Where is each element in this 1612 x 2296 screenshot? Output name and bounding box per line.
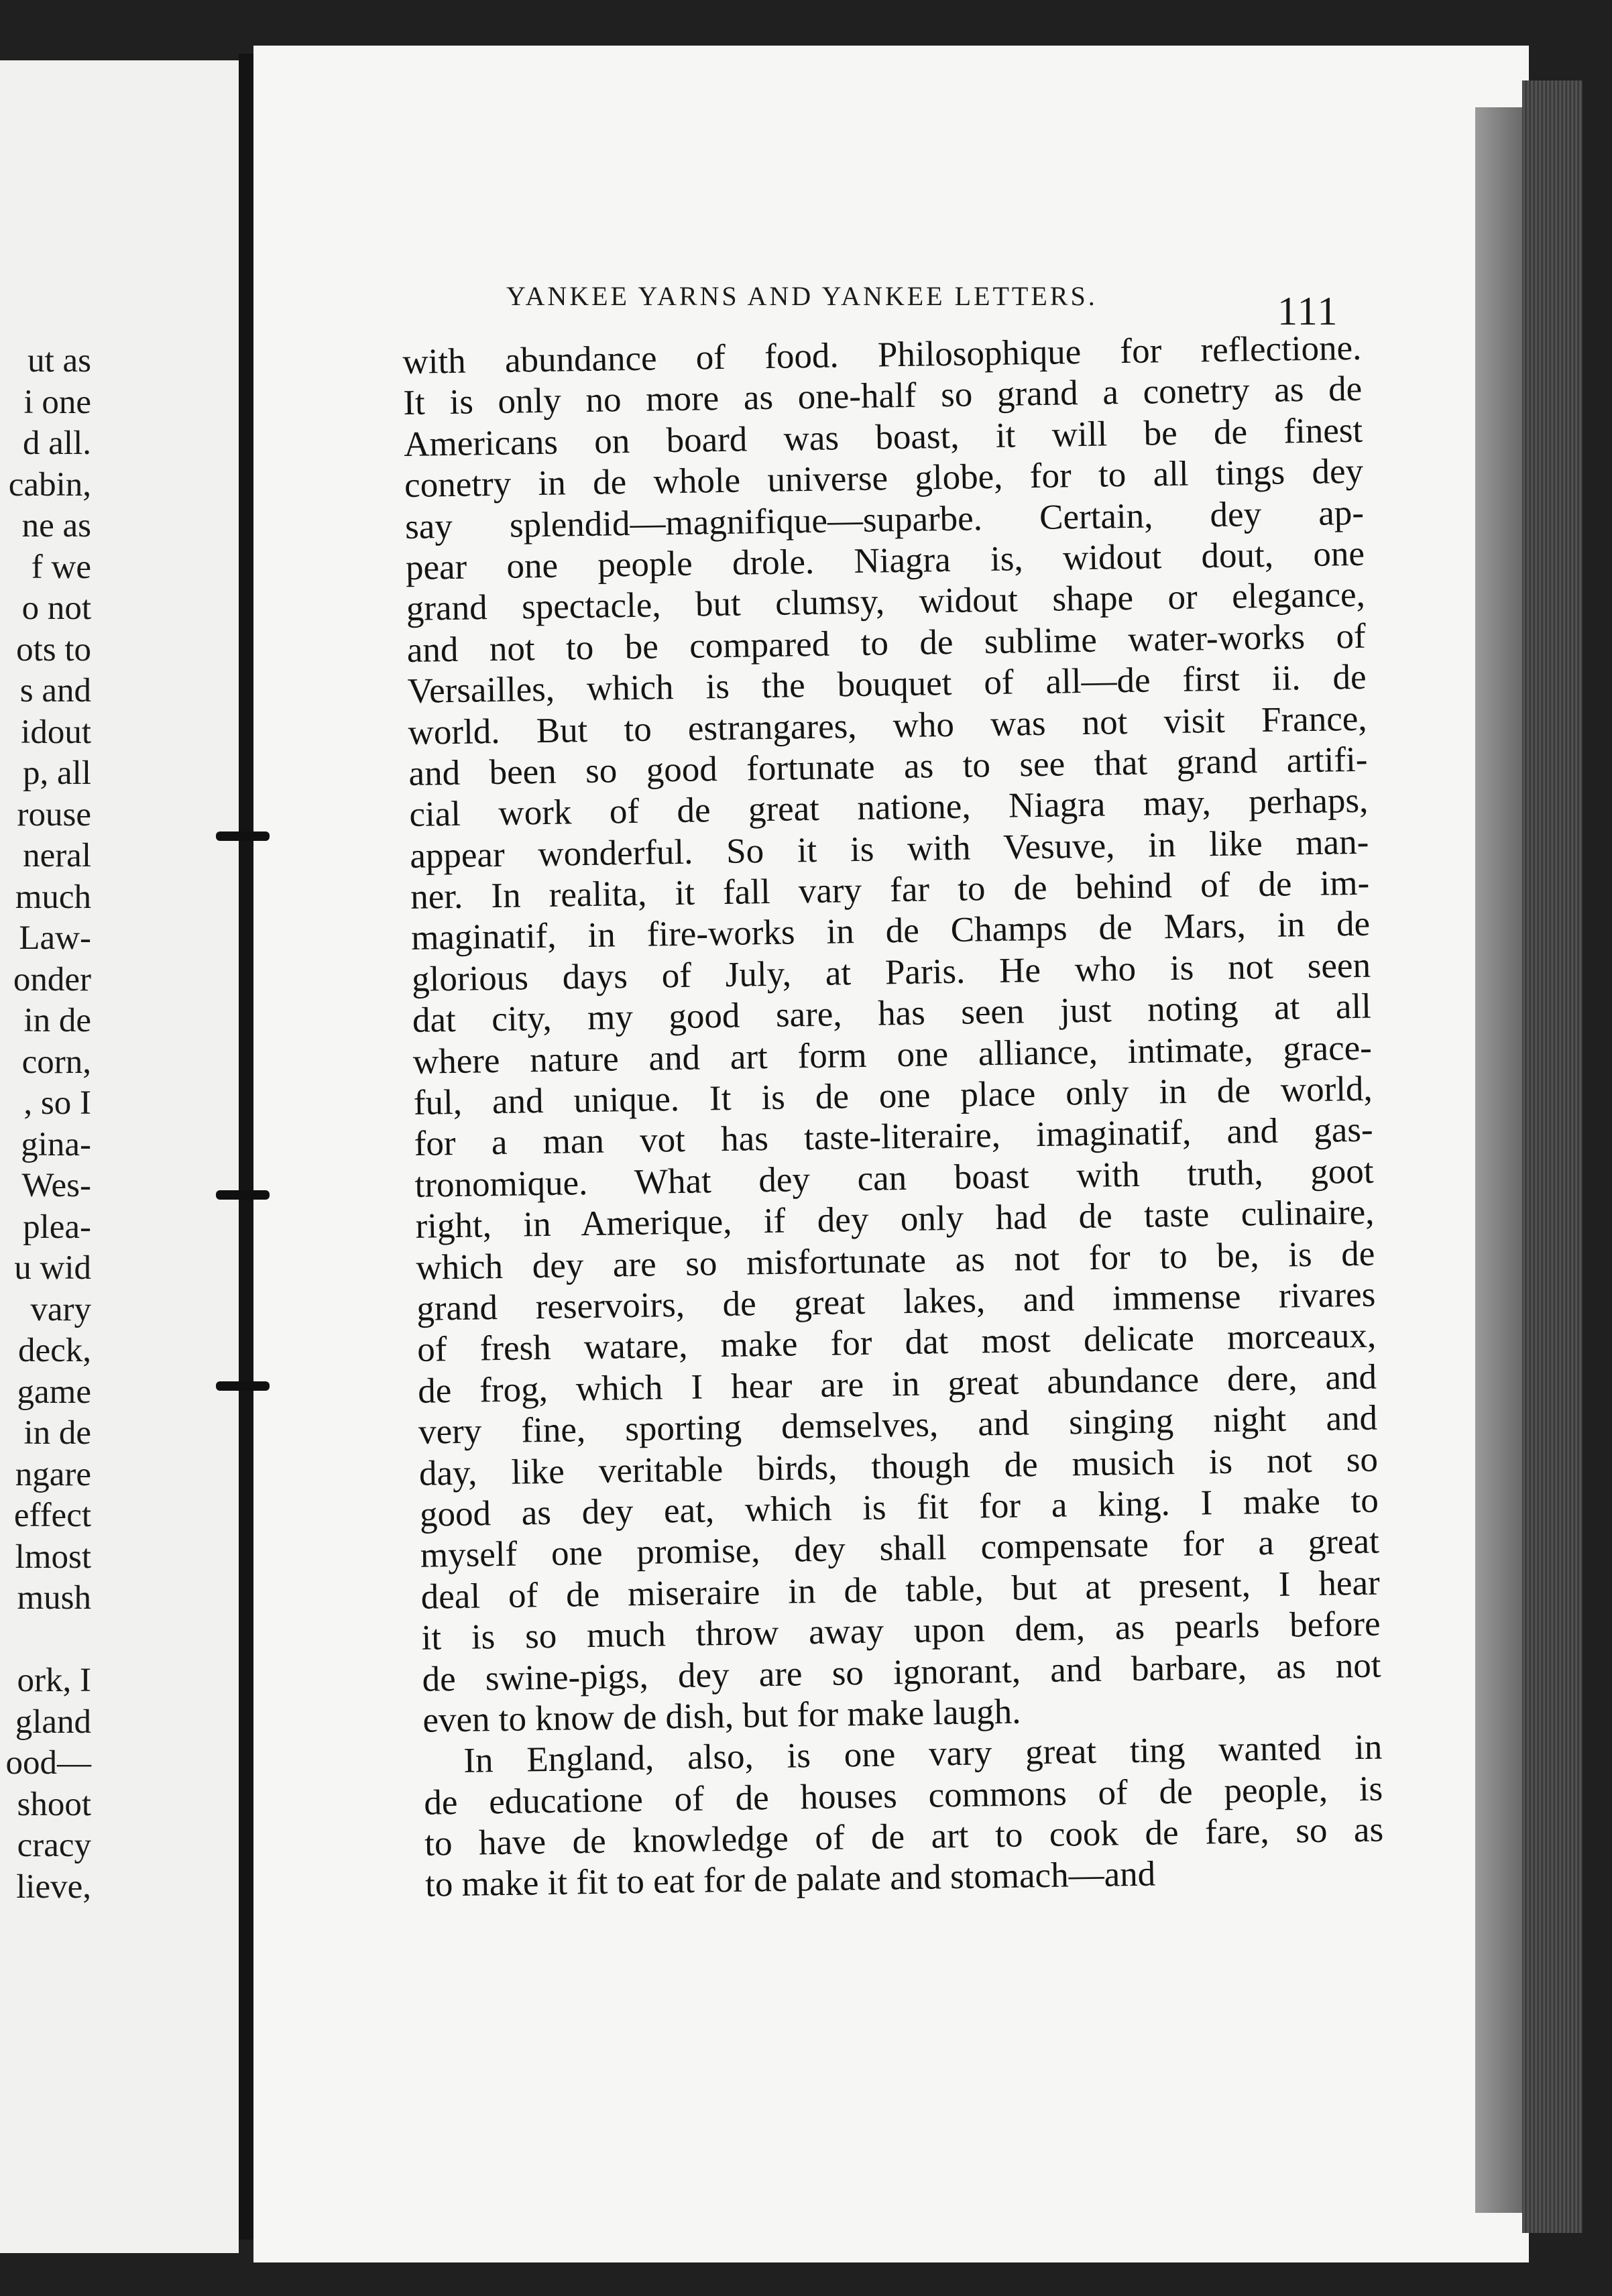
- left-page-line: ork, I: [17, 1662, 91, 1699]
- left-page-line: lmost: [15, 1538, 91, 1576]
- left-page-line: mush: [17, 1579, 91, 1617]
- running-title: YANKEE YARNS AND YANKEE LETTERS.: [506, 281, 1098, 311]
- page-block-edge: [1522, 80, 1582, 2233]
- left-page-line: u wid: [14, 1249, 91, 1287]
- body-line: tronomique. What dey can boast with truth, goot: [414, 1151, 1374, 1205]
- left-page-line: lieve,: [16, 1868, 91, 1906]
- body-line: for a man vot has taste-literaire, imaginatif, and gas-: [414, 1110, 1374, 1164]
- body-line: Americans on board was boast, it will be de finest: [403, 410, 1363, 464]
- left-page-line: effect: [13, 1497, 91, 1534]
- body-line: glorious days of July, at Paris. He who is not seen: [411, 945, 1371, 999]
- body-line: It is only no more as one-half so grand a conetry as de: [402, 369, 1363, 423]
- left-page-line: rouse: [17, 795, 91, 834]
- body-line: de swine-pigs, dey are so ignorant, and barbare, as not: [422, 1646, 1381, 1699]
- left-page-line: shoot: [17, 1785, 91, 1823]
- body-line: right, in Amerique, if dey only had de taste culinaire,: [415, 1192, 1375, 1247]
- body-line: de frog, which I hear are in great abundance dere, and: [417, 1357, 1377, 1411]
- body-line: which dey are so misfortunate as not for to be, is de: [416, 1234, 1375, 1287]
- body-line: cial work of de great natione, Niagra may, perhaps,: [409, 781, 1369, 835]
- body-line: good as dey eat, which is fit for a king. I make to: [419, 1481, 1379, 1534]
- left-page-line: Law-: [19, 919, 91, 957]
- body-line: to make it fit to eat for de palate and stomach—and: [424, 1855, 1156, 1905]
- body-line: ful, and unique. It is de one place only in de world,: [413, 1069, 1373, 1123]
- body-line: deal of de miseraire in de table, but at present, I hear: [420, 1563, 1381, 1617]
- left-page-line: game: [17, 1373, 91, 1411]
- left-page-line: i one: [23, 383, 91, 421]
- body-line: appear wonderful. So it is with Vesuve, in like man-: [409, 822, 1369, 876]
- body-line: it is so much throw away upon dem, as pearls before: [421, 1604, 1381, 1658]
- body-line: ner. In realita, it fall vary far to de behind of de im-: [410, 863, 1370, 917]
- left-page-line: ots to: [16, 630, 91, 669]
- body-line: In England, also, is one vary great ting wanted in: [463, 1727, 1383, 1781]
- left-page-text: [0, 341, 91, 1908]
- left-page-line: vary: [30, 1290, 91, 1328]
- body-line: and been so good fortunate as to see that grand artifi-: [408, 740, 1368, 793]
- book-spine-gutter: [239, 54, 253, 2240]
- left-page-line: neral: [23, 837, 91, 874]
- left-page-line: d all.: [23, 424, 91, 462]
- left-page-line: gland: [15, 1703, 91, 1741]
- left-page-line: ut as: [27, 342, 91, 380]
- left-page-line: plea-: [23, 1208, 91, 1246]
- body-line: grand reservoirs, de great lakes, and immense rivares: [416, 1275, 1376, 1328]
- body-line: of fresh watare, make for dat most delicate morceaux,: [416, 1316, 1377, 1370]
- binding-stitch: [216, 1190, 270, 1200]
- body-line: grand spectacle, but clumsy, widout shape or elegance,: [406, 575, 1366, 629]
- left-page-line: o not: [21, 589, 91, 627]
- left-page-line: deck,: [17, 1332, 91, 1369]
- left-page-line: ood—: [5, 1744, 91, 1782]
- left-page-line: cabin,: [8, 465, 91, 504]
- page-number: 111: [1277, 289, 1339, 333]
- left-page-line: cracy: [17, 1827, 91, 1864]
- body-line: conetry in de whole universe globe, for to all tings dey: [404, 451, 1364, 506]
- left-page-line: [0, 1619, 91, 1661]
- running-head: [506, 280, 1358, 327]
- left-page-line: ngare: [15, 1455, 91, 1493]
- page-edge-shadow: [1475, 107, 1522, 2213]
- body-line: dat city, my good sare, has seen just noting at all: [412, 986, 1372, 1041]
- left-page-line: corn,: [21, 1043, 91, 1081]
- left-page-line: onder: [13, 960, 91, 998]
- left-page-fragment: [0, 60, 239, 2253]
- left-page-line: idout: [21, 713, 91, 751]
- left-page-line: in de: [23, 1002, 91, 1039]
- left-page-line: f we: [31, 548, 91, 586]
- body-text: [402, 328, 1384, 1906]
- left-page-line: gina-: [21, 1125, 91, 1163]
- body-line: day, like veritable birds, though de musich is not so: [418, 1440, 1379, 1493]
- binding-stitch: [216, 831, 270, 841]
- body-line: even to know de dish, but for make laugh.: [422, 1692, 1021, 1740]
- body-line: to have de knowledge of de art to cook de fare, so as: [424, 1810, 1384, 1863]
- left-page-line: s and: [19, 672, 91, 709]
- body-line: very fine, sporting demselves, and singing night and: [418, 1398, 1378, 1452]
- left-page-line: p, all: [23, 754, 91, 792]
- body-line: pear one people drole. Niagra is, widout dout, one: [405, 534, 1365, 587]
- left-page-line: in de: [23, 1414, 91, 1452]
- body-line: world. But to estrangares, who was not visit France,: [408, 699, 1367, 752]
- body-line: maginatif, in fire-works in de Champs de Mars, in de: [410, 905, 1371, 958]
- body-line: where nature and art form one alliance, intimate, grace-: [412, 1028, 1373, 1082]
- body-line: de educatione of de houses commons of de people, is: [423, 1769, 1383, 1823]
- body-line: Versailles, which is the bouquet of all—de first ii. de: [407, 657, 1367, 711]
- body-line: and not to be compared to de sublime water-works of: [406, 616, 1367, 670]
- body-line: with abundance of food. Philosophique for reflectione.: [402, 328, 1362, 382]
- body-line: say splendid—magnifique—suparbe. Certain, dey ap-: [404, 493, 1365, 547]
- binding-stitch: [216, 1381, 270, 1391]
- body-line: myself one promise, dey shall compensate for a great: [420, 1522, 1380, 1576]
- left-page-line: Wes-: [21, 1167, 91, 1204]
- left-page-line: much: [15, 878, 91, 916]
- left-page-line: , so I: [23, 1084, 91, 1122]
- left-page-line: ne as: [21, 507, 91, 544]
